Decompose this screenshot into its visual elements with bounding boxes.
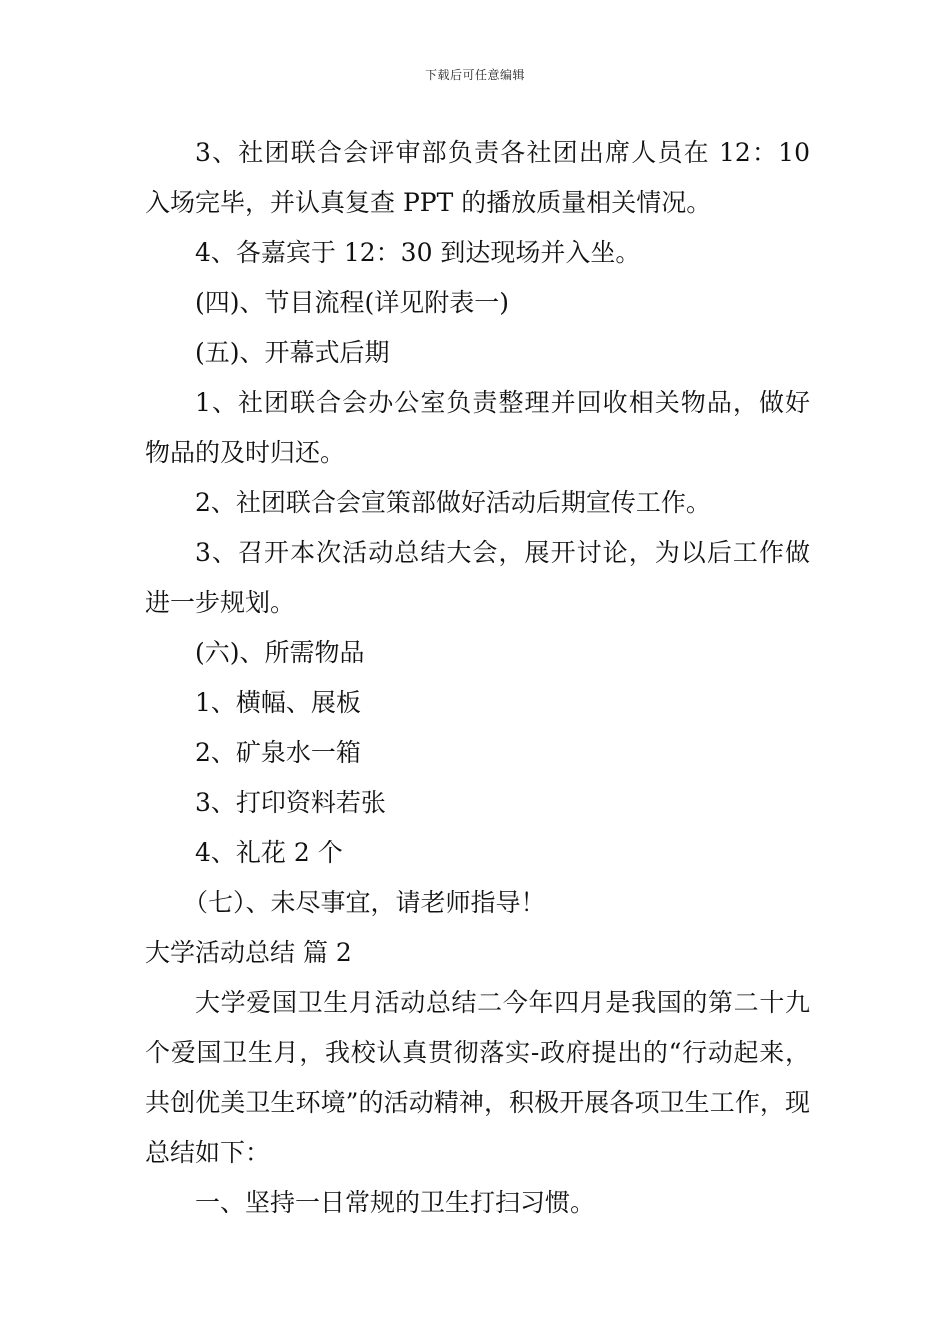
- section-heading: (六)、所需物品: [195, 638, 365, 667]
- paragraph: 3、召开本次活动总结大会，展开讨论，为以后工作做进一步规划。: [145, 538, 810, 617]
- section-heading: （七）、未尽事宜，请老师指导！: [183, 888, 546, 917]
- section-heading: 一、坚持一日常规的卫生打扫习惯。: [195, 1188, 596, 1217]
- paragraph: 3、社团联合会评审部负责各社团出席人员在 12：10 入场完毕，并认真复查 PPT 的播放质量相关情况。: [145, 138, 810, 217]
- list-item: 1、横幅、展板: [195, 688, 361, 717]
- page-header: 下载后可任意编辑: [424, 68, 525, 82]
- document-body: [145, 128, 810, 1228]
- section-heading: (四)、节目流程(详见附表一): [195, 288, 510, 317]
- article-title: 大学活动总结 篇 2: [145, 938, 352, 967]
- paragraph: 2、社团联合会宣策部做好活动后期宣传工作。: [195, 488, 711, 517]
- paragraph: 1、社团联合会办公室负责整理并回收相关物品，做好物品的及时归还。: [145, 388, 810, 467]
- paragraph: 大学爱国卫生月活动总结二今年四月是我国的第二十九个爱国卫生月，我校认真贯彻落实-政府提出的“行动起来，共创优美卫生环境”的活动精神，积极开展各项卫生工作，现总结如下：: [145, 988, 810, 1167]
- section-heading: (五)、开幕式后期: [195, 338, 390, 367]
- paragraph: 4、各嘉宾于 12：30 到达现场并入坐。: [195, 238, 641, 267]
- list-item: 3、打印资料若张: [195, 788, 386, 817]
- list-item: 2、矿泉水一箱: [195, 738, 361, 767]
- list-item: 4、礼花 2 个: [195, 838, 343, 867]
